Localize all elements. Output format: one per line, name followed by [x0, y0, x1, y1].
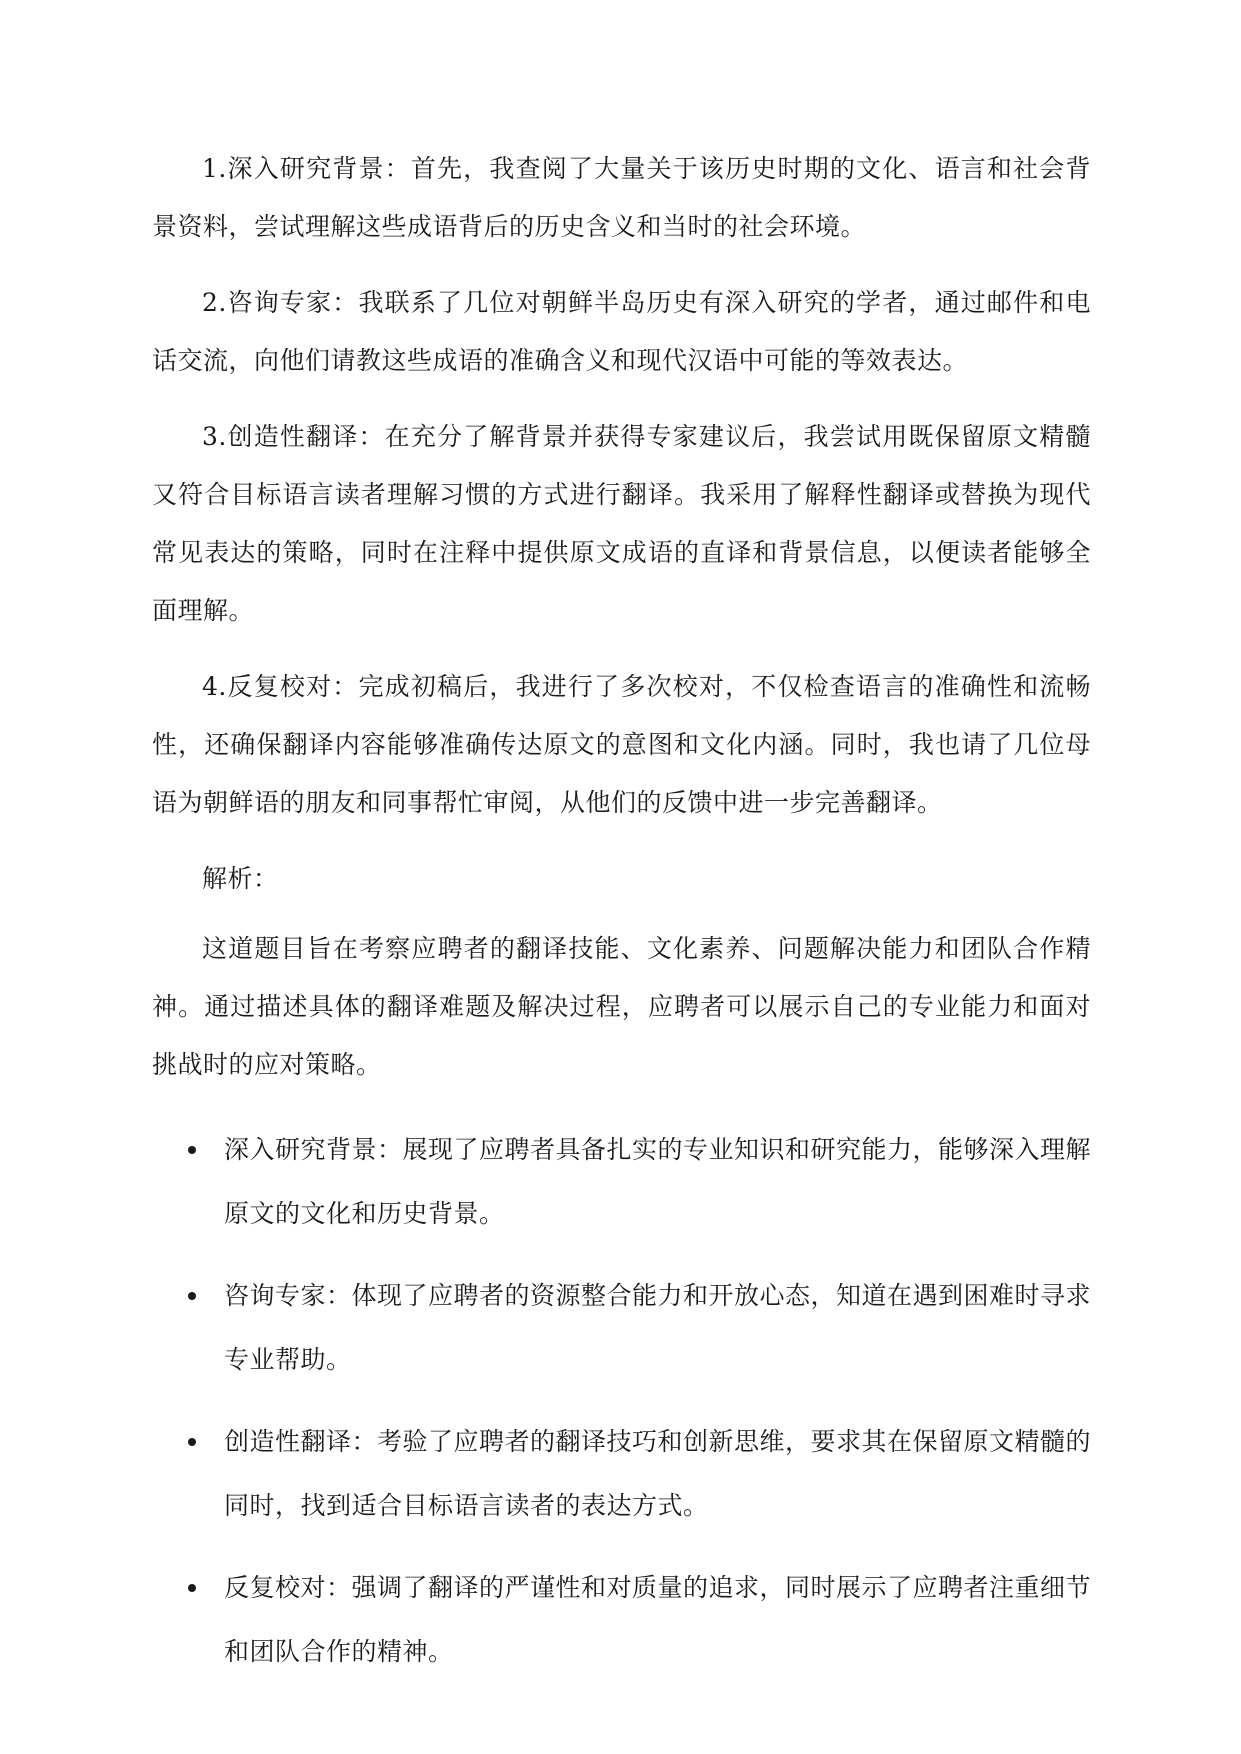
- bullet-item: [152, 1556, 1091, 1684]
- bullet-text: 咨询专家：体现了应聘者的资源整合能力和开放心态，知道在遇到困难时寻求专业帮助。: [224, 1281, 1092, 1374]
- step-3-paragraph: 3.创造性翻译：在充分了解背景并获得专家建议后，我尝试用既保留原文精髓又符合目标语言读者理解习惯的方式进行翻译。我采用了解释性翻译或替换为现代常见表达的策略，同时在注释中提供原文成语的直译和背景信息，以便读者能够全面理解。: [152, 422, 1091, 625]
- step-1-paragraph: 1.深入研究背景：首先，我查阅了大量关于该历史时期的文化、语言和社会背景资料，尝试理解这些成语背后的历史含义和当时的社会环境。: [152, 154, 1091, 241]
- bullet-item: [152, 1118, 1091, 1246]
- bullet-text: 深入研究背景：展现了应聘者具备扎实的专业知识和研究能力，能够深入理解原文的文化和历史背景。: [224, 1135, 1092, 1228]
- bullet-dot-icon: [188, 1292, 196, 1300]
- analysis-heading: 解析：: [202, 864, 279, 893]
- bullet-text: 反复校对：强调了翻译的严谨性和对质量的追求，同时展示了应聘者注重细节和团队合作的精神。: [224, 1573, 1092, 1666]
- step-4-paragraph: 4.反复校对：完成初稿后，我进行了多次校对，不仅检查语言的准确性和流畅性，还确保翻译内容能够准确传达原文的意图和文化内涵。同时，我也请了几位母语为朝鲜语的朋友和同事帮忙审阅，从他们的反馈中进一步完善翻译。: [152, 672, 1091, 817]
- bullet-item: [152, 1410, 1091, 1538]
- bullet-dot-icon: [188, 1584, 196, 1592]
- analysis-intro: 这道题目旨在考察应聘者的翻译技能、文化素养、问题解决能力和团队合作精神。通过描述具体的翻译难题及解决过程，应聘者可以展示自己的专业能力和面对挑战时的应对策略。: [152, 934, 1091, 1079]
- step-2-paragraph: 2.咨询专家：我联系了几位对朝鲜半岛历史有深入研究的学者，通过邮件和电话交流，向他们请教这些成语的准确含义和现代汉语中可能的等效表达。: [152, 288, 1091, 375]
- bullet-dot-icon: [188, 1438, 196, 1446]
- bullet-text: 创造性翻译：考验了应聘者的翻译技巧和创新思维，要求其在保留原文精髓的同时，找到适合目标语言读者的表达方式。: [224, 1427, 1092, 1520]
- analysis-bullet-list: [152, 1118, 1091, 1684]
- bullet-item: [152, 1264, 1091, 1392]
- bullet-dot-icon: [188, 1146, 196, 1154]
